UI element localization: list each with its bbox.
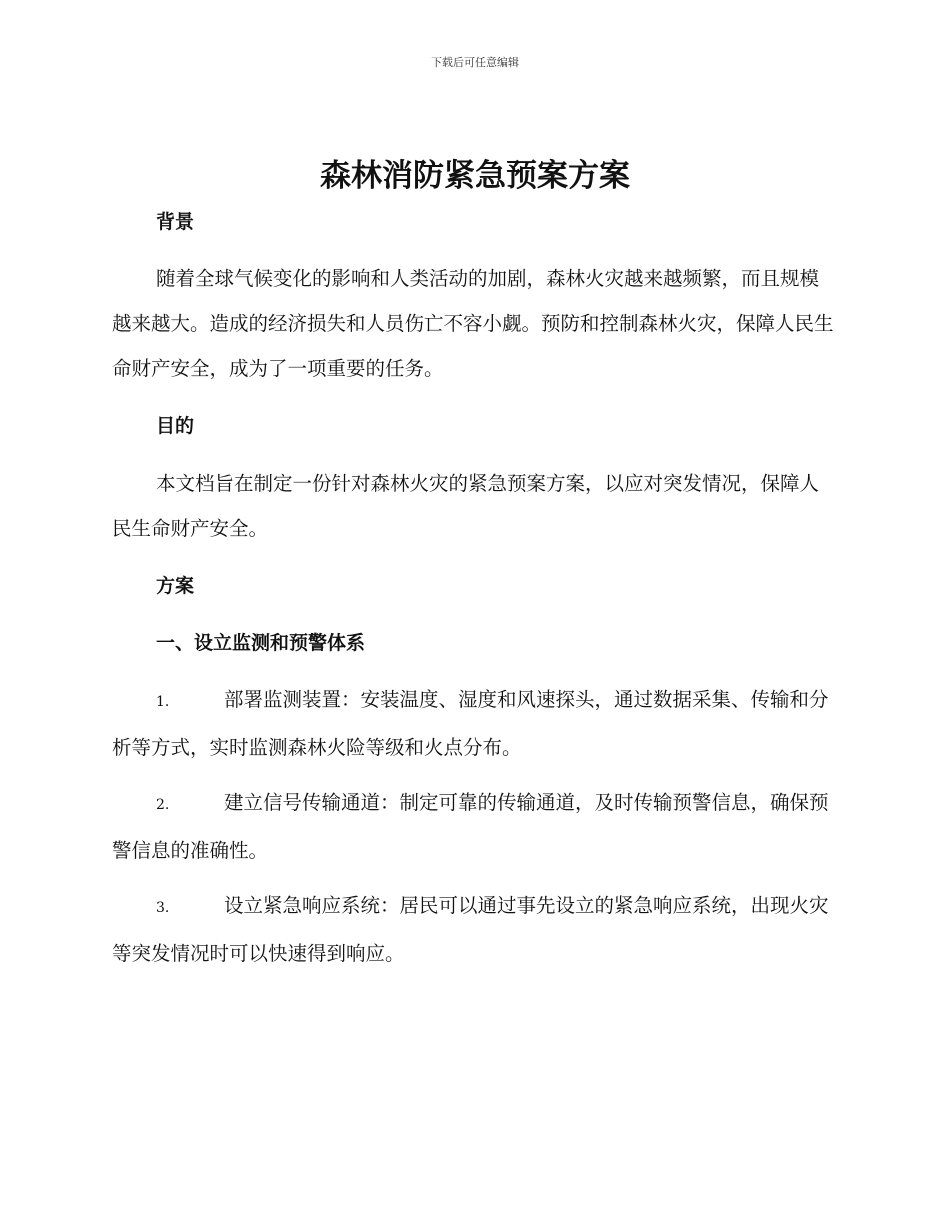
- list-item-text: 建立信号传输通道：制定可靠的传输通道，及时传输预警信息，确保预警信息的准确性。: [112, 791, 829, 862]
- section-heading-plan: 方案: [156, 575, 195, 597]
- subheading-monitoring-system: 一、设立监测和预警体系: [156, 632, 366, 654]
- document-title: 森林消防紧急预案方案: [320, 158, 630, 194]
- list-item-text: 部署监测装置：安装温度、湿度和风速探头，通过数据采集、传输和分析等方式，实时监测森林火险等级和火点分布。: [112, 688, 829, 759]
- section-heading-background: 背景: [156, 211, 195, 233]
- page-header: 下载后可任意编辑: [431, 56, 519, 69]
- list-item-number: 3.: [156, 900, 170, 916]
- list-item-number: 1.: [156, 694, 170, 710]
- paragraph-background: 随着全球气候变化的影响和人类活动的加剧，森林火灾越来越频繁，而且规模越来越大。造成的经济损失和人员伤亡不容小觑。预防和控制森林火灾，保障人民生命财产安全，成为了一项重要的任务。: [112, 267, 834, 380]
- section-heading-purpose: 目的: [156, 415, 195, 437]
- list-item-number: 2.: [156, 797, 170, 813]
- list-item-text: 设立紧急响应系统：居民可以通过事先设立的紧急响应系统，出现火灾等突发情况时可以快速得到响应。: [112, 894, 829, 965]
- paragraph-purpose: 本文档旨在制定一份针对森林火灾的紧急预案方案，以应对突发情况，保障人民生命财产安全。: [112, 472, 820, 540]
- list-item-2: [112, 780, 836, 873]
- list-item-1: [112, 677, 836, 770]
- list-item-3: [112, 883, 836, 976]
